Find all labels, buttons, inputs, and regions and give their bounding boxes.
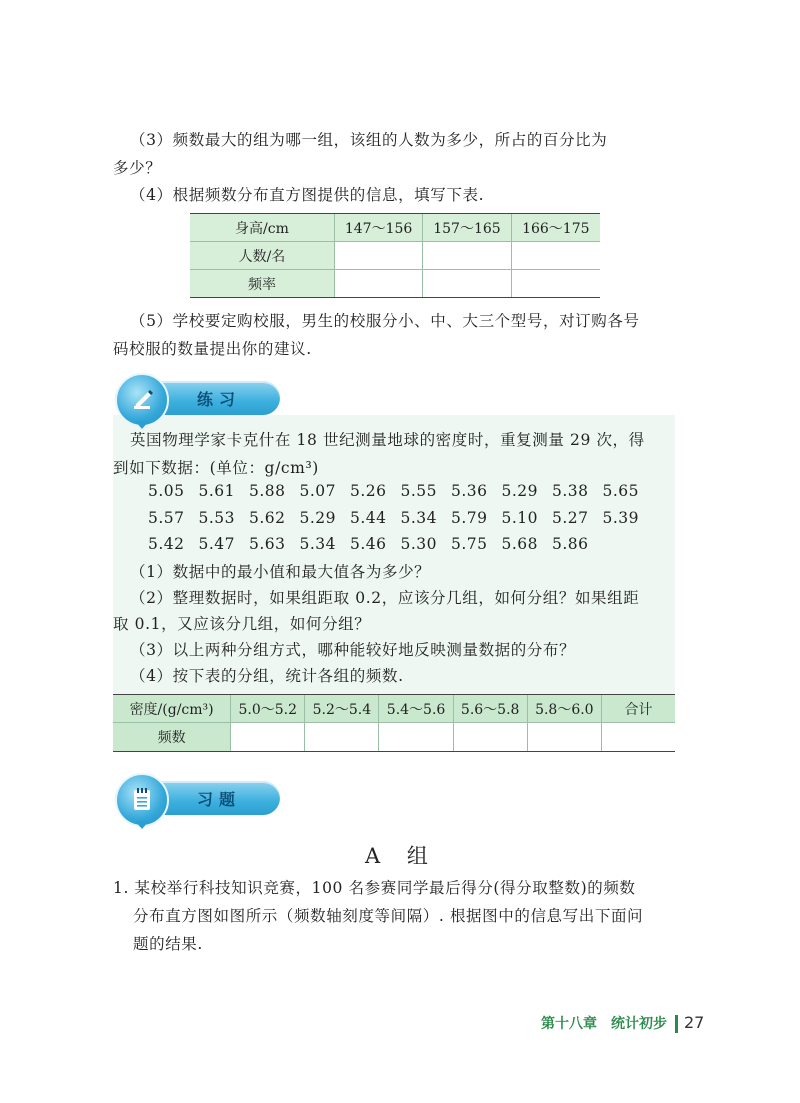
data-value: 5.75 — [451, 535, 488, 553]
table-blank-cell — [511, 270, 600, 298]
table-row-label: 频率 — [190, 270, 334, 298]
practice-question-3: （3）以上两种分组方式，哪种能较好地反映测量数据的分布？ — [130, 641, 576, 659]
question-5-line1: （5）学校要定购校服，男生的校服分小、中、大三个型号，对订购各号 — [130, 312, 640, 330]
table-blank-cell — [334, 270, 422, 298]
exercise-1-line3: 题的结果. — [133, 935, 203, 953]
table-header-cell: 身高/cm — [190, 214, 334, 242]
data-value: 5.42 — [148, 535, 185, 553]
data-row-1 — [148, 482, 653, 500]
practice-badge-label: 练习 — [197, 390, 242, 409]
table-header-cell: 5.4～5.6 — [379, 695, 453, 723]
data-value: 5.53 — [198, 509, 236, 527]
data-value: 5.36 — [451, 482, 488, 500]
table-header-cell: 157～165 — [423, 214, 511, 242]
table-header-cell: 密度/(g/cm³) — [113, 695, 231, 723]
density-table — [113, 694, 675, 752]
practice-badge — [115, 381, 280, 415]
exercise-1-line1: 1. 某校举行科技知识竞赛，100 名参赛同学最后得分(得分取整数)的频数 — [113, 879, 636, 897]
data-value: 5.61 — [198, 482, 236, 500]
data-value: 5.63 — [249, 535, 286, 553]
practice-question-1: （1）数据中的最小值和最大值各为多少？ — [130, 563, 431, 581]
exercises-badge-label: 习题 — [197, 790, 242, 809]
data-value: 5.34 — [299, 535, 337, 553]
data-value: 5.86 — [552, 535, 589, 553]
table-header-cell: 5.0～5.2 — [231, 695, 305, 723]
data-value: 5.46 — [350, 535, 387, 553]
data-row-3 — [148, 535, 603, 553]
table-blank-cell — [527, 723, 601, 752]
table-blank-cell — [423, 270, 511, 298]
practice-question-2-line1: （2）整理数据时，如果组距取 0.2，应该分几组，如何分组？如果组距 — [130, 589, 640, 607]
data-value: 5.27 — [552, 509, 589, 527]
practice-intro-line2: 到如下数据：(单位：g/cm³) — [113, 459, 319, 477]
data-value: 5.62 — [249, 509, 286, 527]
pencil-icon — [128, 386, 156, 414]
data-value: 5.10 — [501, 509, 539, 527]
exercises-badge-circle — [115, 773, 169, 827]
table-blank-cell — [334, 242, 422, 270]
question-3-line2: 多少？ — [113, 159, 162, 177]
table-header-cell: 166～175 — [511, 214, 600, 242]
data-value: 5.29 — [299, 509, 337, 527]
data-value: 5.34 — [400, 509, 438, 527]
data-value: 5.05 — [148, 482, 185, 500]
exercises-badge — [115, 781, 280, 815]
table-blank-cell — [231, 723, 305, 752]
table-blank-cell — [601, 723, 675, 752]
data-value: 5.55 — [400, 482, 438, 500]
data-value: 5.39 — [602, 509, 640, 527]
practice-intro-line1: 英国物理学家卡克什在 18 世纪测量地球的密度时，重复测量 29 次，得 — [130, 431, 645, 449]
data-value: 5.26 — [350, 482, 387, 500]
data-value: 5.57 — [148, 509, 185, 527]
data-row-2 — [148, 509, 653, 527]
page-number: 27 — [684, 1013, 705, 1032]
badge-pointer-icon — [135, 421, 149, 429]
table-header-cell: 5.8～6.0 — [527, 695, 601, 723]
data-value: 5.88 — [249, 482, 286, 500]
data-value: 5.68 — [501, 535, 539, 553]
height-table — [190, 213, 600, 298]
table-blank-cell — [453, 723, 527, 752]
exercise-1-line2: 分布直方图如图所示（频数轴刻度等间隔）. 根据图中的信息写出下面问 — [133, 907, 644, 925]
badge-pointer-icon — [135, 821, 149, 829]
practice-badge-circle — [115, 373, 169, 427]
data-value: 5.29 — [501, 482, 539, 500]
data-value: 5.07 — [299, 482, 337, 500]
table-blank-cell — [423, 242, 511, 270]
question-5-line2: 码校服的数量提出你的建议. — [113, 340, 312, 358]
chapter-label: 第十八章 统计初步 — [541, 1016, 667, 1032]
data-value: 5.44 — [350, 509, 387, 527]
data-value: 5.38 — [552, 482, 589, 500]
table-row-label: 频数 — [113, 723, 231, 752]
table-row-label: 人数/名 — [190, 242, 334, 270]
practice-question-4: （4）按下表的分组，统计各组的频数. — [130, 667, 404, 685]
group-title: A 组 — [365, 844, 438, 868]
footer-divider — [675, 1015, 678, 1033]
table-header-cell: 合计 — [601, 695, 675, 723]
table-header-cell: 5.2～5.4 — [305, 695, 379, 723]
data-value: 5.79 — [451, 509, 488, 527]
table-blank-cell — [379, 723, 453, 752]
table-blank-cell — [305, 723, 379, 752]
practice-question-2-line2: 取 0.1，又应该分几组，如何分组？ — [113, 615, 371, 633]
data-value: 5.30 — [400, 535, 438, 553]
notepad-icon — [129, 786, 155, 814]
table-blank-cell — [511, 242, 600, 270]
data-value: 5.65 — [602, 482, 640, 500]
question-4-line1: （4）根据频数分布直方图提供的信息，填写下表. — [130, 186, 485, 204]
page-footer — [541, 1013, 704, 1033]
question-3-line1: （3）频数最大的组为哪一组，该组的人数为多少，所占的百分比为 — [130, 131, 608, 149]
data-value: 5.47 — [198, 535, 236, 553]
table-header-cell: 5.6～5.8 — [453, 695, 527, 723]
table-header-cell: 147～156 — [334, 214, 422, 242]
